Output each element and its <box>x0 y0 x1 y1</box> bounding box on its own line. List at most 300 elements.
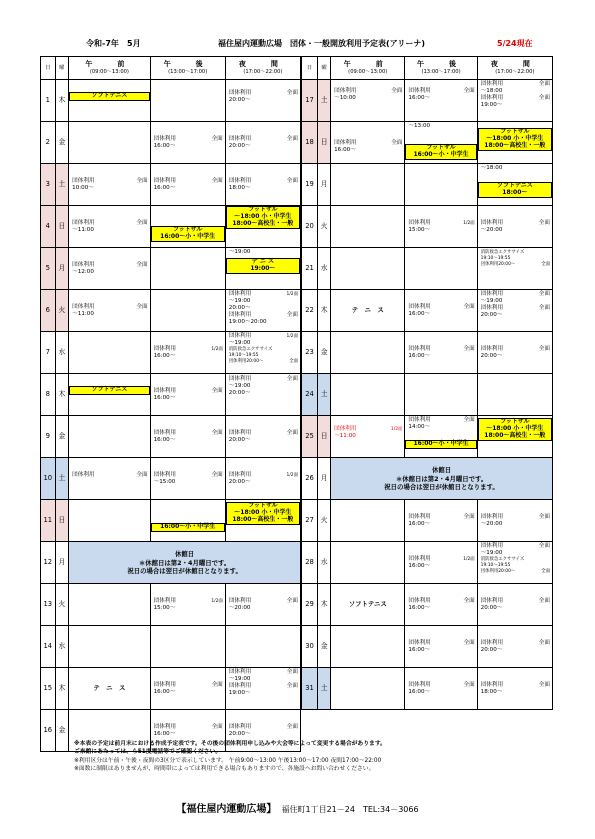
weekday-header: 曜 <box>55 57 69 80</box>
cell-line-text: 団体利用 <box>72 220 95 226</box>
weekday: 土 <box>318 80 331 122</box>
cell-line <box>408 521 474 528</box>
schedule-row <box>302 122 553 164</box>
program-line: 19:00〜 <box>250 264 276 272</box>
schedule-row <box>302 290 553 332</box>
cell-content <box>478 626 552 667</box>
cell-line <box>154 395 223 402</box>
cell-content <box>331 248 404 289</box>
afternoon-cell <box>150 80 225 122</box>
cell-content <box>69 374 149 415</box>
program-line: フットサル <box>248 502 278 509</box>
cell-line <box>481 88 550 95</box>
cell-line <box>229 676 298 683</box>
day-number: 18 <box>302 122 318 164</box>
evening-cell <box>477 542 552 584</box>
program-label: テ ニ ス <box>93 684 126 692</box>
cell-line: 〜19:00 <box>228 249 251 255</box>
cell-line-text: 団体利用 <box>228 312 252 318</box>
court-area: 全面 <box>538 514 550 520</box>
court-area: 全面 <box>463 346 475 352</box>
court-area: 全面 <box>538 291 550 297</box>
schedule-row <box>302 332 553 374</box>
court-area: 全面 <box>463 88 475 94</box>
day-number: 8 <box>41 374 56 416</box>
day-number: 17 <box>302 80 318 122</box>
cell-line <box>229 319 298 326</box>
evening-cell <box>477 164 552 206</box>
cell-line-text: 〜18:00 <box>480 88 503 94</box>
evening-cell <box>225 248 300 290</box>
cell-content <box>69 584 149 625</box>
facility-address: 福住町1丁目21－24 TEL:34－3066 <box>281 805 419 814</box>
cell-content <box>69 500 149 541</box>
cell-line-text: 団体利用 <box>228 683 252 689</box>
afternoon-cell <box>150 122 225 164</box>
cell-line <box>229 185 298 192</box>
court-area: 全面 <box>538 640 550 646</box>
cell-content <box>226 584 300 625</box>
cell-content <box>69 332 149 373</box>
cell-line-text: 団体利用 <box>408 220 431 226</box>
cell-content <box>405 374 476 415</box>
cell-content <box>331 164 404 205</box>
cell-line-text: 消防救急エクササイズ <box>228 347 273 352</box>
cell-line <box>481 298 550 305</box>
program-line: 16:00〜小・中学生 <box>413 150 469 158</box>
evening-header <box>225 57 300 80</box>
cell-line-text: 団体利用20:00〜 <box>480 262 516 267</box>
evening-cell <box>225 584 300 626</box>
cell-content <box>226 374 300 415</box>
closed-line: 祝日の場合は翌日が休館日となります。 <box>127 567 242 576</box>
cell-line <box>72 269 147 276</box>
cell-content <box>405 122 476 163</box>
schedule-row <box>302 374 553 416</box>
cell-line-text: 消防救急エクササイズ <box>480 557 525 562</box>
cell-content <box>405 206 476 247</box>
cell-line-text: 20:00〜 <box>228 97 251 103</box>
weekday: 水 <box>318 542 331 584</box>
program-line: フットサル <box>426 144 456 151</box>
updated-date: 5/24現在 <box>497 39 533 48</box>
weekday: 木 <box>318 584 331 626</box>
evening-cell <box>477 290 552 332</box>
cell-content <box>331 122 404 163</box>
cell-line <box>481 647 550 654</box>
afternoon-header-label: 午 後 <box>163 60 212 69</box>
cell-line <box>334 88 402 95</box>
day-number: 30 <box>302 626 318 668</box>
court-area: 全面 <box>286 376 298 382</box>
month-label: 5月 <box>127 39 141 48</box>
cell-line <box>229 683 298 690</box>
cell-content <box>478 122 552 163</box>
schedule-row <box>41 584 301 626</box>
weekday: 金 <box>318 332 331 374</box>
evening-header-time: (17:00〜22:00) <box>243 69 283 76</box>
cell-line-text: 団体利用 <box>408 682 431 688</box>
cell-line <box>154 598 223 605</box>
cell-line-text: 団体利用 <box>480 543 504 549</box>
cell-content <box>69 458 149 499</box>
court-area: 全面 <box>286 669 298 675</box>
cell-line <box>481 220 550 227</box>
court-area: 全面 <box>211 136 223 142</box>
court-area: 全面 <box>286 312 298 318</box>
day-number: 21 <box>302 248 318 290</box>
cell-line-text: 団体利用 <box>153 136 176 142</box>
cell-line <box>334 426 402 433</box>
day-number: 10 <box>41 458 56 500</box>
cell-line <box>481 262 550 268</box>
cell-line-text: 団体利用 <box>480 346 504 352</box>
cell-line-text: 団体利用 <box>228 333 252 339</box>
morning-cell <box>69 626 150 668</box>
court-area: 全面 <box>463 514 475 520</box>
cell-line-text: 団体利用 <box>228 430 252 436</box>
cell-line-text: 16:00〜 <box>334 147 356 153</box>
weekday: 日 <box>318 416 331 458</box>
cell-line <box>481 605 550 612</box>
court-area: 全面 <box>211 178 223 184</box>
cell-line-text: 団体利用 <box>228 291 252 297</box>
court-area: 全面 <box>541 262 550 267</box>
cell-line <box>72 178 147 185</box>
court-area: 全面 <box>538 346 550 352</box>
cell-line <box>408 598 474 605</box>
morning-cell <box>331 164 405 206</box>
cell-line-text: 20:00〜 <box>480 647 503 653</box>
evening-header-label: 夜 間 <box>238 60 287 69</box>
cell-line-text: 16:00〜 <box>408 605 431 611</box>
cell-line-text: 団体利用 <box>480 291 504 297</box>
cell-line <box>229 731 298 738</box>
cell-line-text: 団体利用 <box>408 346 431 352</box>
day-number: 11 <box>41 500 56 542</box>
cell-content <box>478 500 552 541</box>
cell-line <box>408 563 474 570</box>
cell-line <box>72 185 147 192</box>
court-area: 全面 <box>463 417 475 423</box>
court-area: 全面 <box>538 682 550 688</box>
court-area: 全面 <box>463 682 475 688</box>
cell-line <box>229 97 298 104</box>
cell-content <box>478 164 552 205</box>
cell-line <box>229 690 298 697</box>
morning-cell <box>331 122 405 164</box>
program-line: ソフトテニス <box>91 92 128 99</box>
cell-content <box>405 542 476 583</box>
cell-line <box>408 417 474 424</box>
cell-line-text: 団体利用 <box>72 178 95 184</box>
court-area: 全面 <box>211 472 223 478</box>
afternoon-cell <box>150 458 225 500</box>
cell-line-text: 〜20:00 <box>228 605 251 611</box>
cell-content <box>331 584 404 625</box>
weekday: 金 <box>55 122 69 164</box>
cell-line-text: 〜19:00 <box>480 298 503 304</box>
cell-line <box>229 724 298 731</box>
morning-cell <box>331 668 405 710</box>
morning-cell <box>69 374 150 416</box>
weekday: 月 <box>318 458 331 500</box>
afternoon-cell <box>405 248 477 290</box>
cell-line <box>408 640 474 647</box>
cell-line <box>154 185 223 192</box>
cell-line <box>229 340 298 347</box>
program-line: 〜18:00 小・中学生 <box>486 424 544 432</box>
program-line: 18:00〜 <box>502 188 528 196</box>
cell-line-text: 団体利用20:00〜 <box>228 359 264 364</box>
weekday: 金 <box>55 710 69 752</box>
day-number: 2 <box>41 122 56 164</box>
evening-header-time: (17:00〜22:00) <box>495 69 535 76</box>
cell-line <box>154 136 223 143</box>
court-area: 全面 <box>463 304 475 310</box>
cell-line <box>481 640 550 647</box>
cell-line-text: 20:00〜 <box>228 143 251 149</box>
cell-content <box>226 164 300 205</box>
cell-content <box>405 80 476 121</box>
day-number: 14 <box>41 626 56 668</box>
weekday: 木 <box>55 668 69 710</box>
cell-content <box>226 416 300 457</box>
court-area: 1/2面 <box>211 347 223 352</box>
cell-line-text: 19:00〜20:00 <box>228 319 267 325</box>
cell-content <box>226 332 300 373</box>
cell-line-text: 16:00〜 <box>153 185 176 191</box>
footer <box>0 797 595 816</box>
cell-line <box>481 250 550 256</box>
morning-cell <box>331 374 405 416</box>
afternoon-cell <box>405 584 477 626</box>
program-line: ソフトテニス <box>91 386 128 393</box>
cell-content <box>69 164 149 205</box>
evening-cell <box>225 206 300 248</box>
cell-content <box>151 500 225 541</box>
cell-line <box>229 605 298 612</box>
cell-content <box>405 248 476 289</box>
cell-line <box>72 472 147 479</box>
afternoon-cell <box>150 374 225 416</box>
program-box <box>226 206 300 229</box>
cell-line <box>481 521 550 528</box>
cell-line-text: 団体利用 <box>408 556 431 562</box>
cell-content <box>69 626 149 667</box>
cell-line <box>154 689 223 696</box>
schedule-table-left <box>40 56 301 752</box>
evening-cell <box>225 416 300 458</box>
evening-header-label: 夜 間 <box>490 60 539 69</box>
afternoon-cell <box>150 332 225 374</box>
notes <box>74 740 386 774</box>
afternoon-cell <box>405 122 477 164</box>
cell-line <box>481 305 550 312</box>
cell-line <box>481 95 550 102</box>
cell-line-text: 〜19:00 <box>228 340 251 346</box>
day-number: 16 <box>41 710 56 752</box>
cell-line-text: 16:00〜 <box>153 395 176 401</box>
court-area: 全面 <box>286 598 298 604</box>
cell-line-text: 団体利用 <box>480 220 504 226</box>
cell-line-text: 団体利用 <box>228 136 252 142</box>
afternoon-cell <box>150 206 225 248</box>
evening-cell <box>477 248 552 290</box>
cell-line-text: 団体利用 <box>153 178 176 184</box>
cell-line-text: 団体利用 <box>408 304 431 310</box>
evening-cell <box>225 80 300 122</box>
evening-cell <box>225 626 300 668</box>
cell-line-text: 団体利用 <box>408 417 431 423</box>
weekday: 土 <box>55 458 69 500</box>
morning-cell <box>331 80 405 122</box>
weekday: 金 <box>55 416 69 458</box>
court-area: 1/2面 <box>286 473 298 478</box>
cell-content <box>331 332 404 373</box>
cell-line <box>408 227 474 234</box>
program-line: 16:00〜小・中学生 <box>413 440 469 447</box>
morning-header-label: 午 前 <box>85 60 134 69</box>
court-area: 全面 <box>538 305 550 311</box>
weekday: 火 <box>55 290 69 332</box>
cell-line <box>229 305 298 312</box>
court-area: 全面 <box>286 90 298 96</box>
court-area: 全面 <box>211 388 223 394</box>
afternoon-cell <box>150 290 225 332</box>
cell-line <box>229 353 298 359</box>
schedule-row <box>41 668 301 710</box>
schedule-row <box>302 206 553 248</box>
program-box <box>478 128 552 151</box>
cell-line <box>408 605 474 612</box>
cell-line <box>408 353 474 360</box>
weekday: 水 <box>318 248 331 290</box>
afternoon-cell <box>150 248 225 290</box>
schedule-table-right <box>301 56 553 710</box>
program-box <box>151 226 225 242</box>
day-number: 6 <box>41 290 56 332</box>
schedule-row <box>302 500 553 542</box>
cell-line-text: 20:00〜 <box>480 312 503 318</box>
day-number: 7 <box>41 332 56 374</box>
cell-line <box>481 557 550 563</box>
cell-content <box>331 80 404 121</box>
cell-line-text: 団体利用 <box>408 514 431 520</box>
closed-title: 休館日 <box>431 466 452 474</box>
evening-cell <box>477 374 552 416</box>
cell-line-text: 団体利用 <box>228 90 252 96</box>
schedule-row <box>302 584 553 626</box>
cell-line <box>229 472 298 479</box>
cell-content <box>151 248 225 289</box>
weekday: 月 <box>318 164 331 206</box>
cell-content <box>151 584 225 625</box>
cell-line <box>481 689 550 696</box>
closed-line: ＊休館日は第2・4月曜日です。 <box>138 558 231 567</box>
cell-line-text: 19:10〜19:55 <box>480 256 511 261</box>
cell-line <box>334 140 402 147</box>
cell-content <box>405 164 476 205</box>
cell-content <box>405 584 476 625</box>
afternoon-cell <box>150 584 225 626</box>
cell-line <box>229 383 298 390</box>
cell-line-text: 団体利用 <box>408 598 431 604</box>
morning-cell <box>331 206 405 248</box>
program-line: 18:00〜高校生・一般 <box>232 515 294 523</box>
afternoon-cell <box>150 416 225 458</box>
morning-header <box>69 57 150 80</box>
cell-line <box>154 479 223 486</box>
note-line: ※面数に制限はありませんが、時間帯によっては利用できる場合もありますので、各施設へお問い合わせください。 <box>74 766 375 773</box>
cell-line <box>408 88 474 95</box>
note-line: ※本表の予定は前月末における作成予定表です。その後の団体利用申し込みや大会等によって変更する場合があります。 <box>74 741 386 747</box>
cell-content <box>331 458 552 499</box>
cell-line <box>481 514 550 521</box>
afternoon-cell <box>150 668 225 710</box>
program-label: テ ニ ス <box>351 306 384 314</box>
cell-line-text: 団体利用 <box>153 388 176 394</box>
schedule-row <box>41 416 301 458</box>
afternoon-cell <box>150 164 225 206</box>
page-title: 福住屋内運動広場 団体・一般開放利用予定表(アリーナ) <box>218 39 425 48</box>
program-box <box>226 502 300 525</box>
day-number: 5 <box>41 248 56 290</box>
cell-line <box>481 102 550 109</box>
cell-line-text: 20:00〜 <box>228 479 251 485</box>
cell-line-text: 19:10〜19:55 <box>228 353 259 358</box>
cell-content <box>226 80 300 121</box>
cell-line <box>72 311 147 318</box>
cell-content <box>151 626 225 667</box>
schedule-row <box>41 206 301 248</box>
schedule-row <box>302 542 553 584</box>
cell-content <box>478 290 552 331</box>
court-area: 1/2面 <box>211 599 223 604</box>
morning-cell <box>331 626 405 668</box>
cell-line <box>481 227 550 234</box>
cell-content <box>478 248 552 289</box>
schedule-row <box>302 668 553 710</box>
court-area: 1/2面 <box>286 334 298 339</box>
morning-cell <box>69 416 150 458</box>
facility-name: 【福住屋内運動広場】 <box>176 804 277 815</box>
cell-line-text: 団体利用 <box>228 472 252 478</box>
afternoon-cell <box>405 332 477 374</box>
cell-content <box>405 626 476 667</box>
schedule-row <box>41 626 301 668</box>
evening-cell <box>225 164 300 206</box>
cell-content <box>226 122 300 163</box>
court-area: 1/2面 <box>390 427 403 432</box>
evening-cell <box>477 80 552 122</box>
cell-line <box>154 605 223 612</box>
cell-content <box>226 626 300 667</box>
schedule-row <box>41 248 301 290</box>
cell-line <box>72 304 147 311</box>
court-area: 全面 <box>538 95 550 101</box>
cell-line <box>229 333 298 340</box>
cell-line-text: 団体利用 <box>480 81 504 87</box>
cell-line-text: 〜19:00 <box>228 298 251 304</box>
cell-content <box>331 374 404 415</box>
court-area: 全面 <box>538 220 550 226</box>
afternoon-cell <box>405 290 477 332</box>
cell-line <box>334 95 402 102</box>
cell-line-text: 団体利用 <box>408 640 431 646</box>
cell-content <box>69 206 149 247</box>
cell-line <box>154 143 223 150</box>
